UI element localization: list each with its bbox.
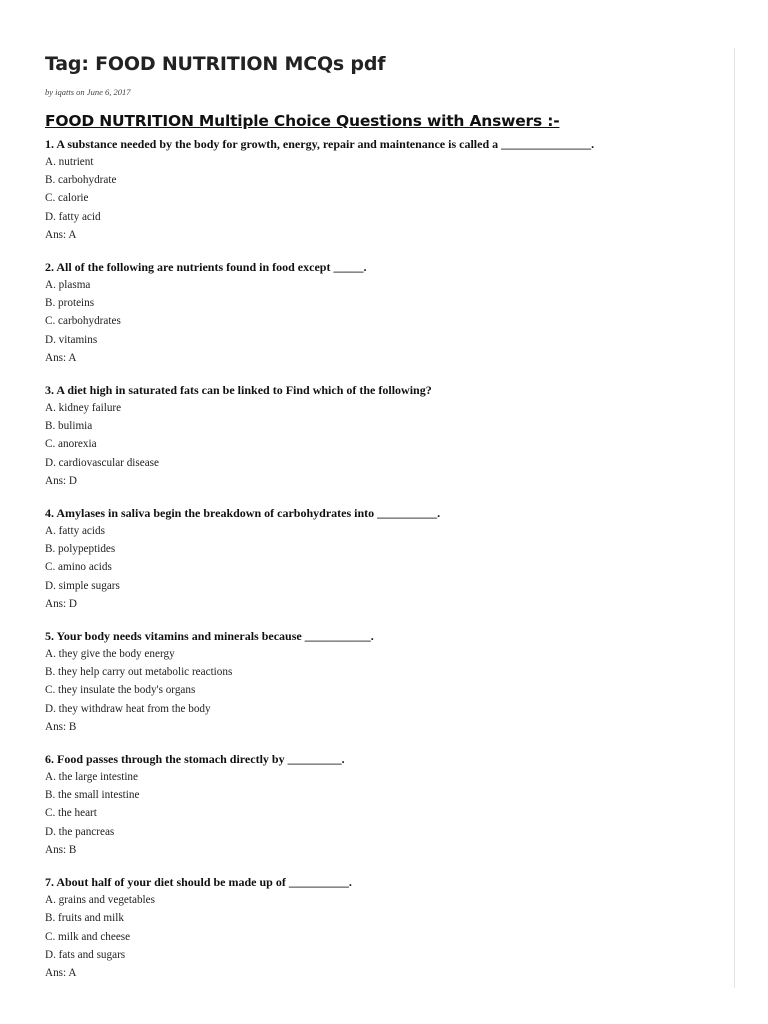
answer: Ans: A xyxy=(45,966,77,979)
question-1 xyxy=(45,135,735,244)
answer: Ans: B xyxy=(45,843,77,856)
option-a: A. they give the body energy xyxy=(45,648,175,661)
question-text: 4. Amylases in saliva begin the breakdown of carbohydrates into __________. xyxy=(45,506,441,521)
option-d: D. simple sugars xyxy=(45,579,120,592)
option-a: A. kidney failure xyxy=(45,402,122,415)
option-c: C. milk and cheese xyxy=(45,930,131,943)
question-text: 5. Your body needs vitamins and minerals because ___________. xyxy=(45,629,374,644)
option-c: C. they insulate the body's organs xyxy=(45,684,196,697)
option-d: D. cardiovascular disease xyxy=(45,456,159,469)
option-a: A. nutrient xyxy=(45,156,94,168)
question-text: 7. About half of your diet should be made up of __________. xyxy=(45,875,352,890)
option-c: C. the heart xyxy=(45,807,97,820)
option-d: D. the pancreas xyxy=(45,825,115,838)
question-6 xyxy=(45,750,735,859)
byline: by iqatts on June 6, 2017 xyxy=(45,87,131,97)
option-c: C. calorie xyxy=(45,192,89,205)
option-b: B. bulimia xyxy=(45,420,93,433)
question-text: 3. A diet high in saturated fats can be linked to Find which of the following? xyxy=(45,383,432,398)
option-b: B. they help carry out metabolic reactions xyxy=(45,666,233,679)
question-text: 1. A substance needed by the body for growth, energy, repair and maintenance is called a _______________. xyxy=(45,137,595,151)
option-d: D. fats and sugars xyxy=(45,948,126,961)
question-5 xyxy=(45,627,735,736)
option-b: B. the small intestine xyxy=(45,789,140,802)
answer: Ans: A xyxy=(45,228,77,241)
answer: Ans: B xyxy=(45,720,77,733)
page-edge-divider xyxy=(734,48,735,988)
answer: Ans: D xyxy=(45,474,78,487)
question-text: 6. Food passes through the stomach directly by _________. xyxy=(45,752,345,767)
option-b: B. polypeptides xyxy=(45,543,116,556)
option-a: A. plasma xyxy=(45,279,91,292)
option-d: D. vitamins xyxy=(45,333,98,346)
question-7 xyxy=(45,873,735,982)
answer: Ans: A xyxy=(45,351,77,364)
option-c: C. carbohydrates xyxy=(45,315,121,328)
question-4 xyxy=(45,504,735,613)
option-a: A. grains and vegetables xyxy=(45,894,155,907)
option-b: B. proteins xyxy=(45,297,95,310)
option-c: C. anorexia xyxy=(45,438,97,451)
question-2 xyxy=(45,258,735,367)
article-heading: FOOD NUTRITION Multiple Choice Questions with Answers :- xyxy=(45,112,560,130)
option-a: A. the large intestine xyxy=(45,771,138,784)
question-list xyxy=(45,135,735,982)
option-d: D. fatty acid xyxy=(45,210,101,223)
option-a: A. fatty acids xyxy=(45,525,105,538)
option-b: B. carbohydrate xyxy=(45,174,117,187)
question-3 xyxy=(45,381,735,490)
option-c: C. amino acids xyxy=(45,561,112,574)
answer: Ans: D xyxy=(45,597,78,610)
page-title: Tag: FOOD NUTRITION MCQs pdf xyxy=(45,53,386,75)
option-d: D. they withdraw heat from the body xyxy=(45,702,211,715)
question-text: 2. All of the following are nutrients found in food except _____. xyxy=(45,260,367,275)
option-b: B. fruits and milk xyxy=(45,912,124,925)
